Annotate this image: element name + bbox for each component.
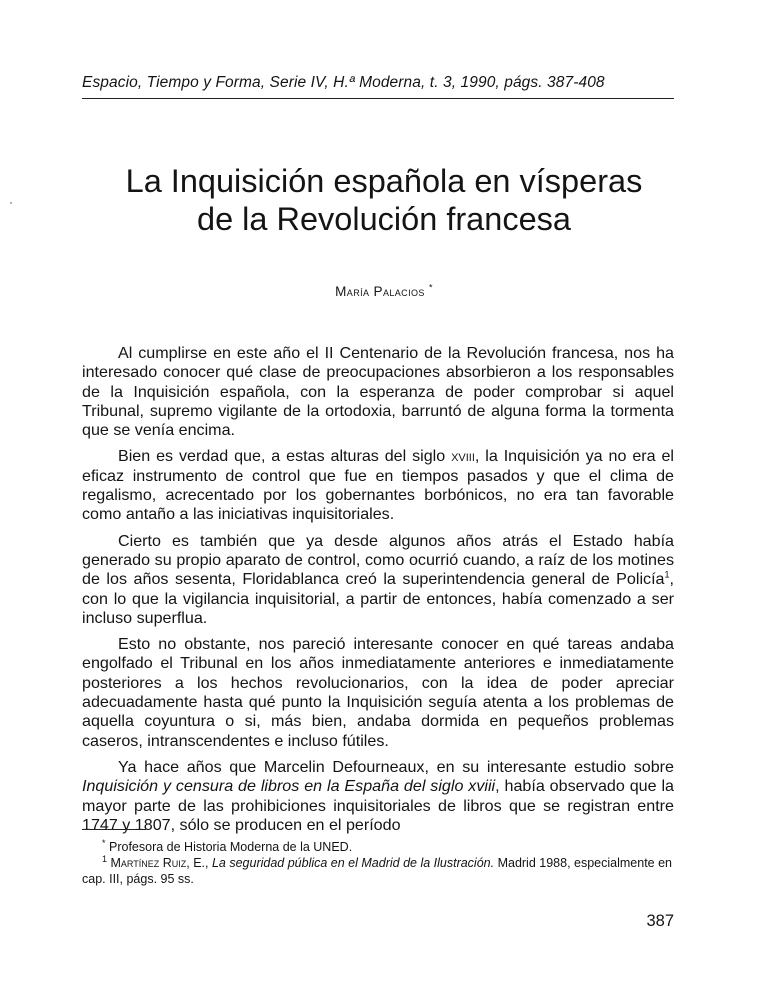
p2-end: , la Inquisición ya no era el eficaz instrumento de control que fue en tiempos pasados y que el clima de regalismo, acrecentado por los gobernantes borbónicos, no era tan favorable como antaño a las iniciativas inquisitoriales. — [82, 447, 675, 524]
title-line-1: La Inquisición española en vísperas — [125, 163, 643, 199]
running-header: Espacio, Tiempo y Forma, Serie IV, H.ª Moderna, t. 3, 1990, págs. 387-408 — [82, 74, 605, 91]
p3-end: , con lo que la vigilancia inquisitorial, a partir de entonces, había comenzado a ser incluso superflua. — [82, 570, 674, 627]
p5-end: , había observado que la mayor parte de las prohibiciones inquisitoriales de libros que se registran entre 1747 y 1807, sólo se producen en el período — [82, 777, 675, 834]
footnote-star — [82, 839, 674, 855]
paragraph-1: Al cumplirse en este año el II Centenario de la Revolución francesa, nos ha interesado conocer qué clase de preocupaciones absorbieron a los responsables de la Inquisición española, con la esperanza de poder comprobar si aquel Tribunal, supremo vigilante de la ortodoxia, barruntó de alguna forma la tormenta que se venía encima. — [82, 344, 674, 440]
footnote-1-mark: 1 — [102, 853, 108, 864]
paragraph-5 — [82, 758, 674, 835]
author-footnote-mark: * — [428, 282, 433, 293]
footnotes — [82, 839, 674, 887]
footnote-star-mark: * — [102, 837, 106, 848]
page-number: 387 — [646, 912, 674, 930]
footnote-ref-1: 1 — [664, 569, 670, 580]
century-numeral: xviii — [451, 447, 475, 466]
cited-work-title: Inquisición y censura de libros en la España del siglo xviii — [82, 777, 496, 796]
footnote-star-text: Profesora de Historia Moderna de la UNED. — [109, 840, 353, 854]
title-line-2: de la Revolución francesa — [197, 201, 571, 237]
p5-start: Ya hace años que Marcelin Defourneaux, en su interesante estudio sobre — [118, 757, 674, 776]
scan-speck — [10, 202, 12, 204]
paragraph-4: Esto no obstante, nos pareció interesante conocer en qué tareas andaba engolfado el Tribunal en los años inmediatamente anteriores e inmediatamente posteriores a los hechos revolucionarios, con la idea de poder apreciar adecuadamente hasta qué punto la Inquisición seguía atenta a los problemas de aquella coyuntura o si, más bien, andaba dormida en pequeños problemas caseros, intranscendentes e incluso fútiles. — [82, 635, 674, 750]
paragraph-3 — [82, 532, 674, 628]
author-line — [0, 284, 768, 299]
footnote-1-title: La seguridad pública en el Madrid de la Ilustración. — [211, 856, 495, 870]
footnote-1-author: Martínez Ruiz, E., — [110, 856, 209, 870]
p3-start: Cierto es también que ya desde algunos años atrás el Estado había generado su propio aparato de control, como ocurrió cuando, a raíz de los motines de los años sesenta, Floridablanca creó la superintendencia general de Policía — [82, 531, 674, 589]
author-name: María Palacios — [335, 284, 425, 299]
p2-start: Bien es verdad que, a estas alturas del siglo — [118, 447, 452, 466]
footnote-1 — [82, 855, 674, 887]
body-text — [82, 344, 674, 842]
article-title — [60, 162, 708, 238]
footnote-1-rest: Madrid 1988, especialmente en cap. III, págs. 95 ss. — [82, 856, 672, 886]
header-rule — [82, 98, 674, 99]
paragraph-2 — [82, 447, 674, 524]
footnote-rule — [82, 829, 146, 830]
